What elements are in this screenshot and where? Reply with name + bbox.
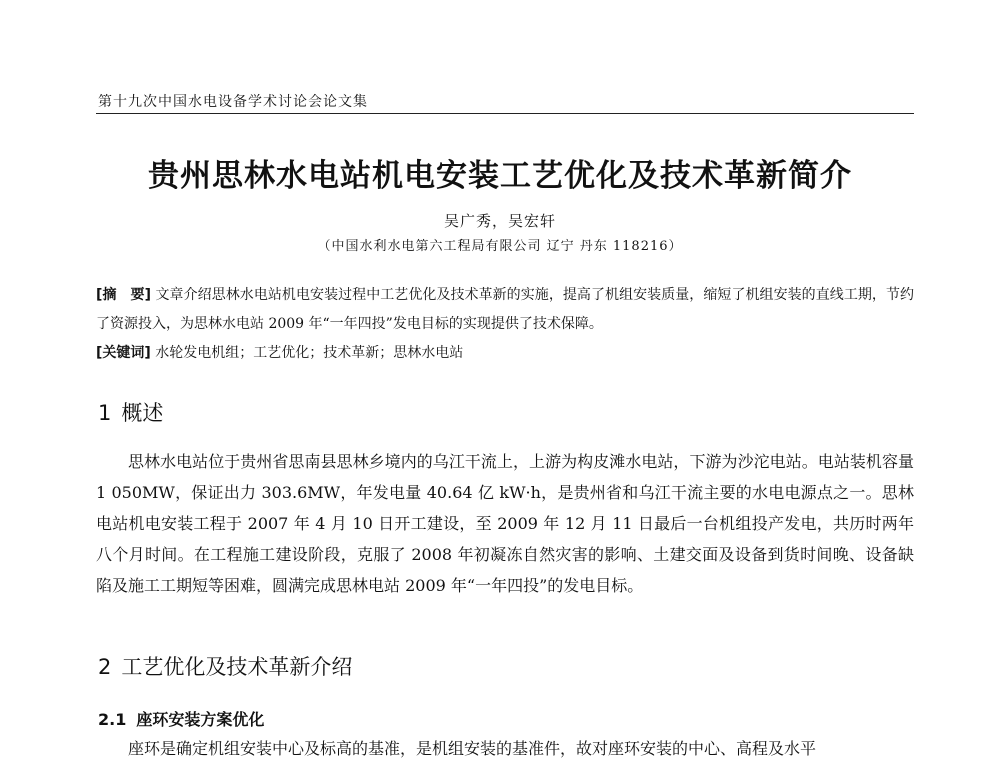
subsection-2-1-number: 2.1 (98, 710, 127, 729)
section-1-title: 概述 (121, 401, 164, 425)
abstract-label: [摘 要] (96, 287, 151, 303)
section-1-paragraph: 思林水电站位于贵州省思南县思林乡境内的乌江干流上，上游为构皮滩水电站，下游为沙沱电站。电站装机容量 1 050MW，保证出力 303.6MW，年发电量 40.64 亿 kW·h，是贵州省和乌江干流主要的水电电源点之一。思林电站机电安装工程于 2007 年 4 月 10 日开工建设，至 2009 年 12 月 11 日最后一台机组投产发电，共历时两年八个月时间。在工程施工建设阶段，克服了 2008 年初凝冻自然灾害的影响、土建交面及设备到货时间晚、设备缺陷及施工工期短等困难，圆满完成思林电站 2009 年“一年四投”的发电目标。 (96, 452, 914, 595)
subsection-2-1-title: 座环安装方案优化 (136, 710, 265, 729)
keywords-text: 水轮发电机组；工艺优化；技术革新；思林水电站 (155, 345, 464, 361)
subsection-2-1-paragraph: 座环是确定机组安装中心及标高的基准，是机组安装的基准件，故对座环安装的中心、高程及水平 (128, 739, 817, 758)
subsection-2-1-heading (98, 707, 264, 730)
section-1-number: 1 (98, 401, 112, 425)
paper-title: 贵州思林水电站机电安装工艺优化及技术革新简介 (148, 158, 852, 194)
affiliation: （中国水利水电第六工程局有限公司 辽宁 丹东 118216） (317, 239, 683, 254)
header-rule (96, 113, 914, 114)
section-1-heading (98, 397, 163, 427)
authors: 吴广秀，吴宏轩 (443, 212, 556, 230)
section-2-number: 2 (98, 655, 112, 679)
abstract (96, 281, 914, 339)
keywords (96, 342, 914, 362)
section-2-heading (98, 651, 352, 681)
keywords-label: [关键词] (96, 345, 151, 361)
abstract-text: 文章介绍思林水电站机电安装过程中工艺优化及技术革新的实施，提高了机组安装质量，缩短了机组安装的直线工期，节约了资源投入，为思林水电站 2009 年“一年四投”发电目标的实现提供了技术保障。 (96, 287, 915, 332)
running-header: 第十九次中国水电设备学术讨论会论文集 (98, 94, 368, 110)
section-2-title: 工艺优化及技术革新介绍 (121, 655, 353, 679)
